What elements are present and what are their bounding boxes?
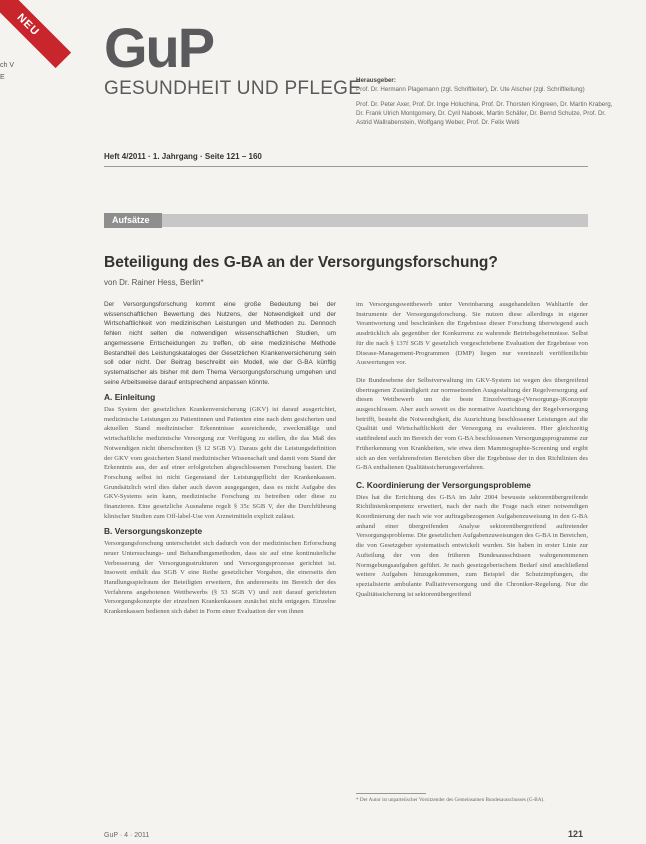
section-label: Aufsätze bbox=[104, 213, 162, 228]
section-heading: C. Koordinierung der Versorgungsprobleme bbox=[356, 479, 531, 490]
body-paragraph: im Versorgungswettbewerb unter Vereinbarung ausgehandelten Wahltarife der Instrumente der Versorgungsforschung. Sie nutzen diese allerdings in eigener Verantwortung und beschränken die Ergebnisse dieser Forschung überwiegend auch ausdrücklich als gegenüber der Konkurrenz zu wahrende Betriebsgeheimnisse. Selbst für die nach § 137f SGB V gesetzlich vorgeschriebene Evaluation der Ergebnisse von Disease-Management-Programmen (DMP) liegen nur vereinzelt veröffentlichte Auswertungen vor. bbox=[356, 301, 588, 367]
article-abstract: Der Versorgungsforschung kommt eine große Bedeutung bei der wissenschaftlichen Bewertung des Nutzens, der Notwendigkeit und der Wirtschaftlichkeit von medizinischen Leistungen und Methoden zu. Dennoch fehlen nicht selten die notwendigen wissenschaftlichen Studien, um angemessene Entscheidungen zu treffen, ob eine medizinische Methode Bestandteil des Leistungskataloges der Gesetzlichen Krankenversicherung sein soll oder nicht. Der Beitrag beschreibt ein Modell, wie der G-BA künftig systematischer als bisher mit dem Thema Versorgungsforschung umgehen und seine Arbeitsweise darauf entsprechend anpassen könnte. bbox=[104, 301, 336, 386]
header-divider bbox=[104, 166, 588, 167]
section-body: Dies hat die Errichtung des G-BA im Jahr 2004 bewusste sektorenübergreifende Richtlinienkompetenz erweitert, nach der nach die Frage nach einer notwendigen Koordinierung der nach wie vor auftragsbezogenen Aufgabenzuweisung in den G-BA anhand einer übergreifenden Analyse sektorenübergreifend auftretender Versorgungsprobleme. Die gesetzlichen Aufgabenzuweisungen des G-BA in Bereichen, die von Gesetzgeber systematisch entwickelt wurden. Sie haben in erster Linie zur Aufteilung der von den früheren Bundesausschüssen wahrgenommenen Normgebungsaufgaben geführt. Je nach gesetzgeberischem Bedarf sind anschließend weitere Aufgaben hinzugekommen, zum Beispiel die Schutzimpfungen, die spezialisierte ambulante Palliativversorgung und die Chroniker-Regelung. Nur die Qualitätssicherung ist sektorenübergreifend bbox=[356, 493, 588, 598]
section-heading: B. Versorgungskonzepte bbox=[104, 526, 203, 537]
section-body: Versorgungsforschung unterscheidet sich dadurch von der medizinischen Erforschung neuer Untersuchungs- und Behandlungsmethoden, dass sie auf eine kontinuierliche Verbesserung der Versorgungsstrukturen und Versorgungsprozesse gerichtet ist. Insoweit enthält das SGB V eine Reihe gesetzlicher Vorgaben, die einerseits den Handlungsspielraum der Beteiligten erweitern, ihn andererseits im Bereich der des Verfahrens angebotenen Wettbewerbs (§ 53 SGB V) und zeit darauf gerichteten Versorgungskonzepte der einzelnen Krankenkassen zunächst nicht entgegen. Einzelne Krankenkassen bedienen sich dabei in Form einer Evaluation der von ihnen bbox=[104, 540, 336, 616]
section-bar bbox=[104, 214, 588, 227]
issue-line: Heft 4/2011 · 1. Jahrgang · Seite 121 – 160 bbox=[104, 152, 262, 161]
footer-journal: GuP · 4 · 2011 bbox=[104, 832, 150, 839]
new-ribbon: NEU bbox=[0, 0, 71, 68]
page-number: 121 bbox=[568, 829, 584, 839]
section-body: Das System der gesetzlichen Krankenversicherung (GKV) ist darauf ausgerichtet, medizinische Leistungen zu Patientinnen und Patienten eine nach dem gesicherten und aktuellen Stand medizinischer Erkenntnisse ausreichende, zweckmäßige und wirtschaftliche medizinische Versorgung zur Verfügung zu stellen, die das Maß des Notwendigen nicht überschreiten (§ 12 SGB V). Daraus geht die Leistungsdefinition der GKV vom gesicherten Stand medizinischer Wissenschaft und damit vom Stand der Erkenntnis aus, der auf einer erfolgreichen abgeschlossenen Forschung basiert. Die Forschung selbst ist nicht Gegenstand der Leistungspflicht der Krankenkassen. Grundsätzlich wird dies daher auch davon ausgegangen, dass es nicht Aufgabe des GKV-Systems sein kann, medizinische Forschung zu betreiben oder diese zu finanzieren. Eine gesetzliche Ausnahme regelt § 35c SGB V, der die Durchführung klinischer Studien zum Off-label-Use von Arzneimitteln explizit zulässt. bbox=[104, 406, 336, 520]
footnote: * Der Autor ist unparteiischer Vorsitzender des Gemeinsamen Bundesausschusses (G-BA). bbox=[356, 797, 545, 803]
editorial-board: Prof. Dr. Peter Axer, Prof. Dr. Inge Holuchina, Prof. Dr. Thorsten Kingreen, Dr. Martin Kraberg, Dr. Frank Ulrich Montgomery, Dr. Cyril Naboek, Martin Schäfer, Dr. Bernd Schulze, Prof. Dr. Astrid Wallrabenstein, Wolfgang Weber, Prof. Dr. Felix Welti bbox=[356, 101, 613, 126]
right-column bbox=[356, 300, 588, 607]
left-bleed-line: E bbox=[0, 74, 5, 81]
section-heading: A. Einleitung bbox=[104, 392, 156, 403]
editors-main: Prof. Dr. Hermann Plagemann (zgl. Schriftleiter), Dr. Ute Alscher (zgl. Schriftleitung) bbox=[356, 86, 585, 93]
left-column bbox=[104, 300, 336, 623]
journal-name: GESUNDHEIT UND PFLEGE bbox=[104, 78, 362, 99]
left-bleed-text bbox=[0, 60, 14, 84]
footnote-divider bbox=[356, 793, 426, 794]
article-byline: von Dr. Rainer Hess, Berlin* bbox=[104, 278, 204, 287]
editors-title: Herausgeber: bbox=[356, 77, 396, 84]
body-paragraph: Die Bundesebene der Selbstverwaltung im GKV-System ist wegen des übergreifend übertragenen Zuständigkeit zur normsetzenden Ausgestaltung der Regelversorgung auf diesen Wettbewerb um die beste Einzelvertrags-(Versorgungs-)Konzepte ausgeschlossen. Aber auch soweit es die normative Ausrichtung der Regelversorgung betrifft, besteht die Notwendigkeit, die Ausrichtung beschlossener Leistungen auf die Qualität und Wirtschaftlichkeit der Versorgung zu evaluieren. Hier gleichzeitig stattfindend auch im Bereich der vom G-BA beschlossenen Versorgungsprogramme zur Früherkennung von Krankheiten, wie etwa dem Mammographie-Screening und ergibt sich an den verfahrensfreien Bereichen über die Ergebnisse der in den Richtlinien des G-BA enthaltenen Qualitätssicherungsverfahren. bbox=[356, 376, 588, 472]
journal-logo: GuP bbox=[104, 16, 214, 79]
left-bleed-line: ch V bbox=[0, 62, 15, 69]
article-title: Beteiligung des G-BA an der Versorgungsforschung? bbox=[104, 254, 498, 271]
editors-box bbox=[356, 76, 618, 133]
